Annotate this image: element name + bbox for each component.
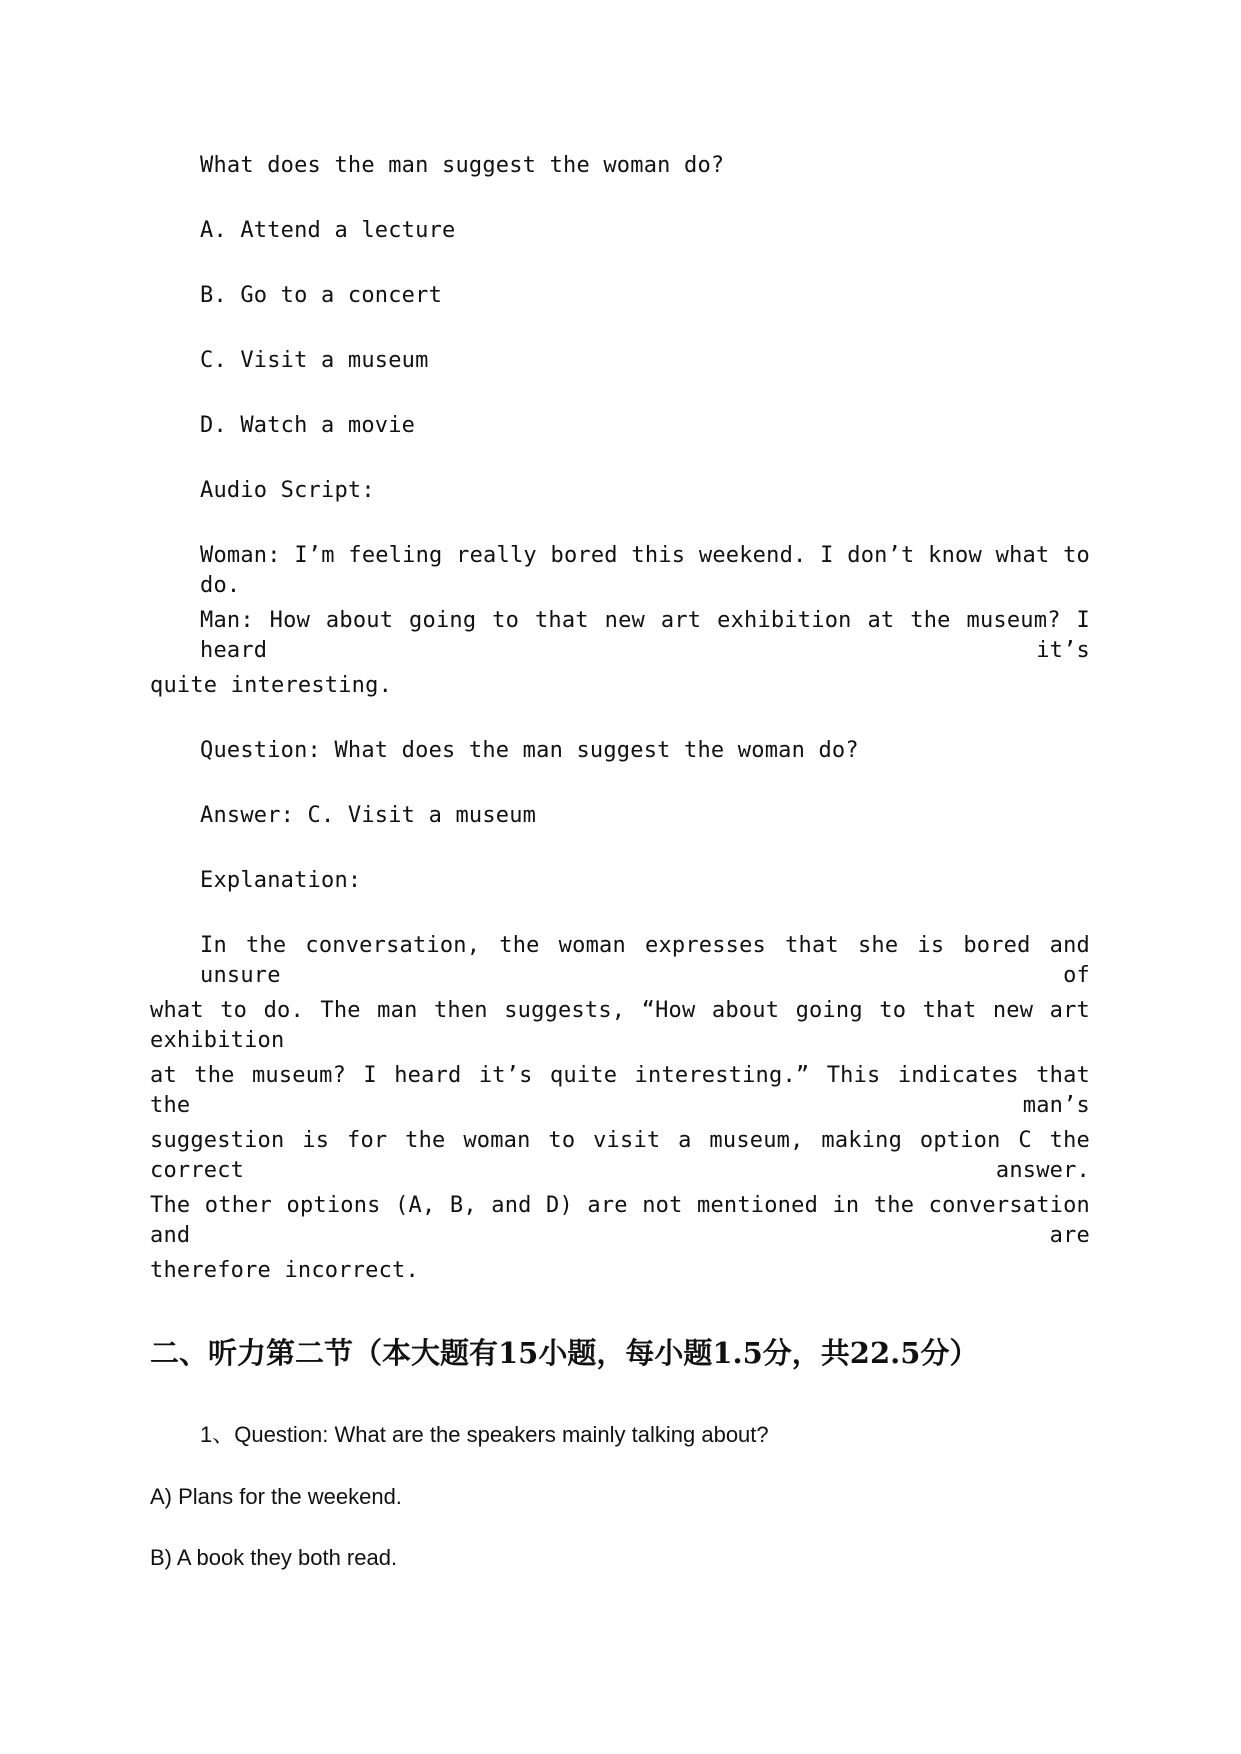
section-heading: 二、听力第二节（本大题有15小题，每小题1.5分，共22.5分） — [150, 1336, 979, 1370]
explanation-label: Explanation: — [200, 868, 362, 893]
man-line-1: Man: How about going to that new art exhibition at the museum? I heard it’s — [200, 608, 1090, 663]
explanation-line: at the museum? I heard it’s quite interesting.” This indicates that the man’s — [150, 1063, 1090, 1118]
option-d: D. Watch a movie — [200, 413, 416, 438]
option-b: B. Go to a concert — [200, 283, 443, 308]
q1-option-b: B) A book they both read. — [150, 1545, 398, 1570]
option-c: C. Visit a museum — [200, 348, 429, 373]
q1-option-a: A) Plans for the weekend. — [150, 1484, 402, 1509]
q1-question: 1、Question: What are the speakers mainly talking about? — [200, 1422, 769, 1447]
explanation-line: The other options (A, B, and D) are not mentioned in the conversation and are — [150, 1193, 1090, 1248]
question-line: Question: What does the man suggest the woman do? — [200, 738, 859, 763]
question-text: What does the man suggest the woman do? — [200, 153, 725, 178]
explanation-line: therefore incorrect. — [150, 1258, 419, 1283]
answer-line: Answer: C. Visit a museum — [200, 803, 537, 828]
explanation-line: In the conversation, the woman expresses that she is bored and unsure of — [200, 933, 1090, 988]
option-a: A. Attend a lecture — [200, 218, 456, 243]
explanation-line: what to do. The man then suggests, “How about going to that new art exhibition — [150, 998, 1090, 1053]
audio-script-label: Audio Script: — [200, 478, 375, 503]
man-line-2: quite interesting. — [150, 673, 393, 698]
explanation-line: suggestion is for the woman to visit a museum, making option C the correct answer. — [150, 1128, 1090, 1183]
woman-line: Woman: I’m feeling really bored this weekend. I don’t know what to do. — [200, 543, 1090, 598]
